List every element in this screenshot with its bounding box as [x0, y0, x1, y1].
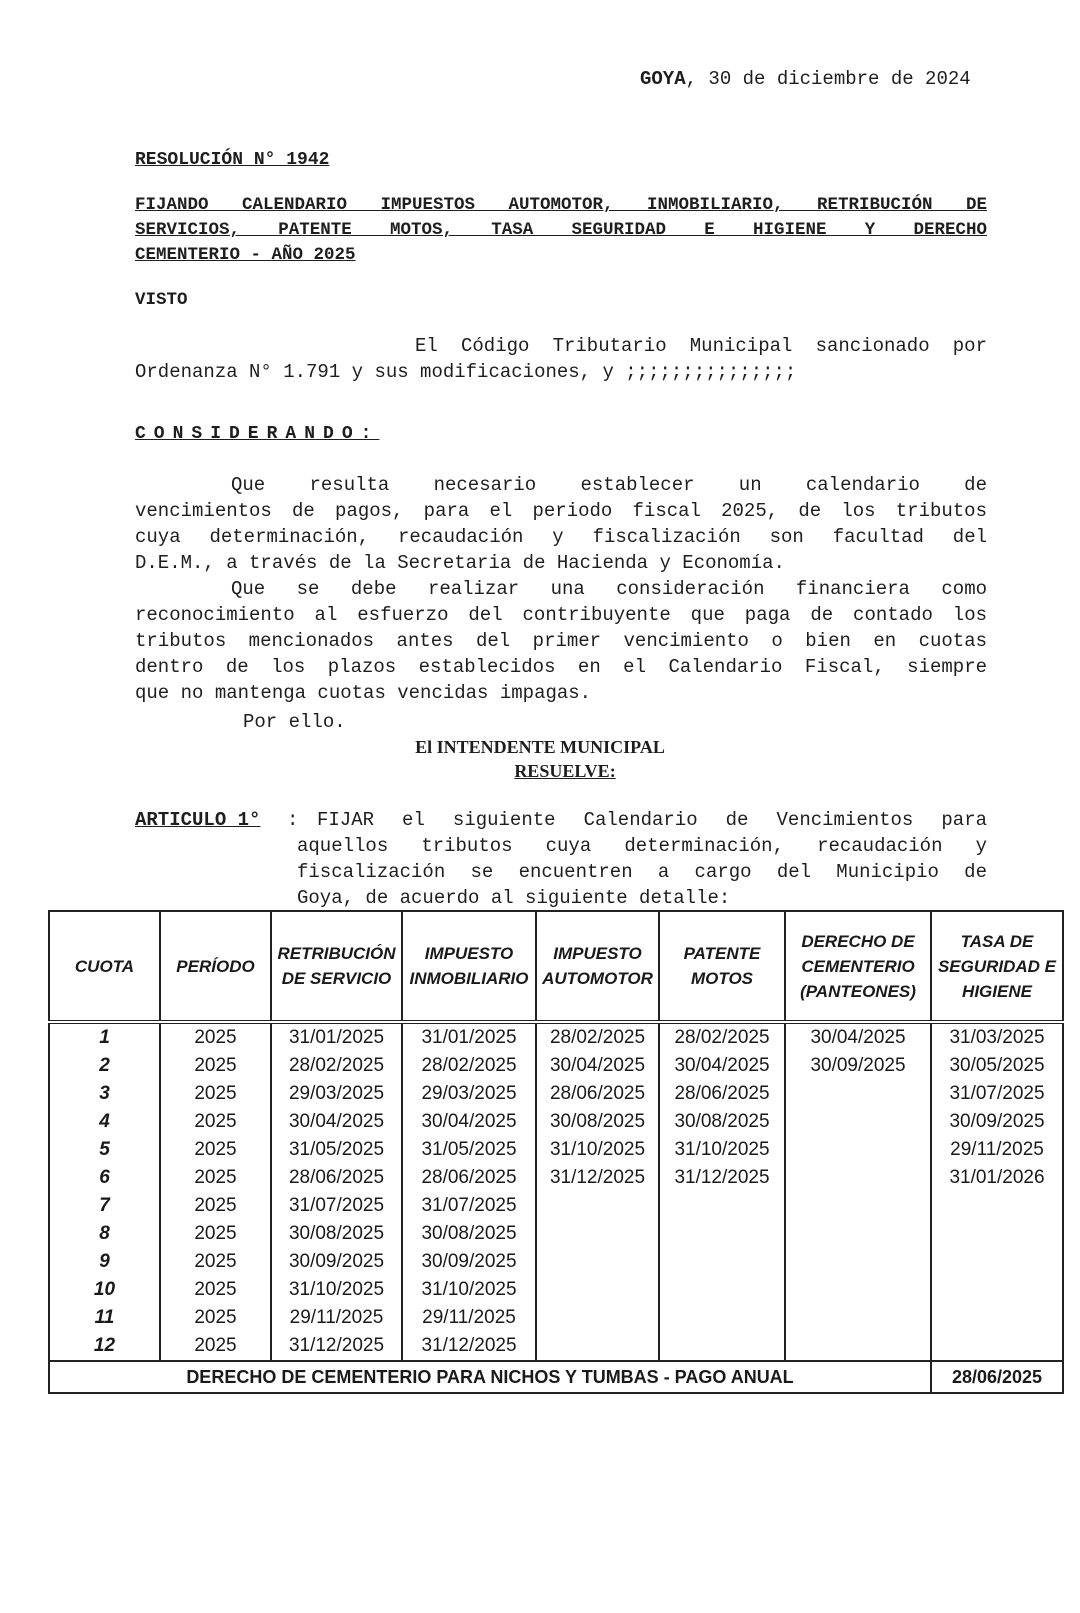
cuota-cell: 11: [49, 1304, 160, 1332]
cementerio-cell: [785, 1164, 931, 1192]
header-patente: PATENTE MOTOS: [659, 911, 785, 1022]
consid-line: vencimientos de pagos, para el periodo fiscal 2025, de los tributos: [135, 500, 987, 522]
seguridad-cell: [931, 1220, 1063, 1248]
retribucion-cell: 30/09/2025: [271, 1248, 402, 1276]
cementerio-cell: [785, 1080, 931, 1108]
periodo-cell: 2025: [160, 1080, 271, 1108]
header-inmobiliario: IMPUESTO INMOBILIARIO: [402, 911, 536, 1022]
article-1-first-line: [317, 807, 987, 833]
cuota-cell: 10: [49, 1276, 160, 1304]
retribucion-cell: 31/01/2025: [271, 1022, 402, 1052]
header-automotor: IMPUESTO AUTOMOTOR: [536, 911, 659, 1022]
periodo-cell: 2025: [160, 1248, 271, 1276]
table-row: [49, 1080, 1063, 1108]
patente-cell: [659, 1220, 785, 1248]
seguridad-cell: [931, 1332, 1063, 1361]
subject-line: SERVICIOS, PATENTE MOTOS, TASA SEGURIDAD E HIGIENE Y DERECHO: [135, 220, 987, 240]
seguridad-cell: 29/11/2025: [931, 1136, 1063, 1164]
patente-cell: 28/06/2025: [659, 1080, 785, 1108]
header-cuota: CUOTA: [49, 911, 160, 1022]
cementerio-cell: [785, 1108, 931, 1136]
table-row: [49, 1332, 1063, 1361]
resolve-heading: [0, 735, 1080, 783]
table-row: [49, 1136, 1063, 1164]
seguridad-cell: [931, 1304, 1063, 1332]
visto-heading: VISTO: [135, 290, 188, 310]
inmobiliario-cell: 28/02/2025: [402, 1052, 536, 1080]
automotor-cell: [536, 1192, 659, 1220]
footer-label: DERECHO DE CEMENTERIO PARA NICHOS Y TUMBAS - PAGO ANUAL: [49, 1361, 931, 1393]
subject-line: FIJANDO CALENDARIO IMPUESTOS AUTOMOTOR, INMOBILIARIO, RETRIBUCIÓN DE: [135, 195, 987, 215]
inmobiliario-cell: 31/10/2025: [402, 1276, 536, 1304]
automotor-cell: [536, 1332, 659, 1361]
cementerio-cell: [785, 1332, 931, 1361]
inmobiliario-cell: 31/05/2025: [402, 1136, 536, 1164]
article-line: Goya, de acuerdo al siguiente detalle:: [297, 887, 731, 909]
calendar-table: [48, 910, 1064, 1394]
article-line: FIJAR el siguiente Calendario de Vencimientos para: [317, 809, 987, 831]
intendente-line: El INTENDENTE MUNICIPAL: [415, 737, 665, 757]
cuota-cell: 8: [49, 1220, 160, 1248]
cementerio-cell: [785, 1248, 931, 1276]
header-cementerio: DERECHO DE CEMENTERIO (PANTEONES): [785, 911, 931, 1022]
consid-line: reconocimiento al esfuerzo del contribuyente que paga de contado los: [135, 604, 987, 626]
patente-cell: [659, 1248, 785, 1276]
cuota-cell: 2: [49, 1052, 160, 1080]
footer-value: 28/06/2025: [931, 1361, 1063, 1393]
inmobiliario-cell: 30/08/2025: [402, 1220, 536, 1248]
visto-paragraph: [135, 333, 987, 385]
cementerio-cell: [785, 1136, 931, 1164]
article-1-body: [297, 833, 987, 911]
automotor-cell: [536, 1276, 659, 1304]
cuota-cell: 9: [49, 1248, 160, 1276]
cementerio-cell: [785, 1220, 931, 1248]
retribucion-cell: 28/02/2025: [271, 1052, 402, 1080]
consid-line: Que se debe realizar una consideración financiera como: [231, 578, 987, 600]
seguridad-cell: 31/03/2025: [931, 1022, 1063, 1052]
retribucion-cell: 29/03/2025: [271, 1080, 402, 1108]
header-retribucion: RETRIBUCIÓN DE SERVICIO: [271, 911, 402, 1022]
consid-line: Que resulta necesario establecer un calendario de: [231, 474, 987, 496]
article-line: fiscalización se encuentren a cargo del Municipio de: [297, 861, 987, 883]
seguridad-cell: 31/01/2026: [931, 1164, 1063, 1192]
retribucion-cell: 31/05/2025: [271, 1136, 402, 1164]
automotor-cell: 31/12/2025: [536, 1164, 659, 1192]
seguridad-cell: [931, 1248, 1063, 1276]
seguridad-cell: 30/09/2025: [931, 1108, 1063, 1136]
table-row: [49, 1052, 1063, 1080]
periodo-cell: 2025: [160, 1332, 271, 1361]
cementerio-cell: [785, 1276, 931, 1304]
automotor-cell: 28/02/2025: [536, 1022, 659, 1052]
inmobiliario-cell: 31/01/2025: [402, 1022, 536, 1052]
periodo-cell: 2025: [160, 1192, 271, 1220]
inmobiliario-cell: 30/09/2025: [402, 1248, 536, 1276]
cementerio-cell: 30/04/2025: [785, 1022, 931, 1052]
periodo-cell: 2025: [160, 1052, 271, 1080]
periodo-cell: 2025: [160, 1108, 271, 1136]
automotor-cell: 28/06/2025: [536, 1080, 659, 1108]
visto-line: Ordenanza N° 1.791 y sus modificaciones, y ;;;;;;;;;;;;;;;: [135, 361, 797, 383]
seguridad-cell: 31/07/2025: [931, 1080, 1063, 1108]
cementerio-cell: [785, 1304, 931, 1332]
retribucion-cell: 31/07/2025: [271, 1192, 402, 1220]
cuota-cell: 6: [49, 1164, 160, 1192]
inmobiliario-cell: 31/07/2025: [402, 1192, 536, 1220]
table-row: [49, 1022, 1063, 1052]
retribucion-cell: 31/10/2025: [271, 1276, 402, 1304]
cuota-cell: 1: [49, 1022, 160, 1052]
cuota-cell: 3: [49, 1080, 160, 1108]
consid-line: tributos mencionados antes del primer vencimiento o bien en cuotas: [135, 630, 987, 652]
inmobiliario-cell: 31/12/2025: [402, 1332, 536, 1361]
table-row: [49, 1164, 1063, 1192]
table-row: [49, 1220, 1063, 1248]
por-ello: Por ello.: [243, 711, 346, 733]
cuota-cell: 12: [49, 1332, 160, 1361]
table-header-row: [49, 911, 1063, 1022]
patente-cell: [659, 1192, 785, 1220]
cuota-cell: 5: [49, 1136, 160, 1164]
subject-line: CEMENTERIO - AÑO 2025: [135, 245, 356, 265]
header-seguridad: TASA DE SEGURIDAD E HIGIENE: [931, 911, 1063, 1022]
patente-cell: 30/04/2025: [659, 1052, 785, 1080]
periodo-cell: 2025: [160, 1276, 271, 1304]
considerando-paragraphs: [135, 472, 987, 706]
periodo-cell: 2025: [160, 1022, 271, 1052]
retribucion-cell: 30/08/2025: [271, 1220, 402, 1248]
consid-line: cuya determinación, recaudación y fiscalización son facultad del: [135, 526, 987, 548]
header-periodo: PERÍODO: [160, 911, 271, 1022]
patente-cell: [659, 1332, 785, 1361]
periodo-cell: 2025: [160, 1304, 271, 1332]
article-1-colon: :: [287, 809, 299, 831]
resolution-number: RESOLUCIÓN N° 1942: [135, 150, 330, 170]
cementerio-cell: 30/09/2025: [785, 1052, 931, 1080]
automotor-cell: [536, 1248, 659, 1276]
resuelve-line: RESUELVE:: [514, 761, 616, 781]
automotor-cell: 31/10/2025: [536, 1136, 659, 1164]
cuota-cell: 4: [49, 1108, 160, 1136]
patente-cell: 28/02/2025: [659, 1022, 785, 1052]
considerando-heading: CONSIDERANDO:: [135, 424, 380, 444]
table-row: [49, 1304, 1063, 1332]
city-name: GOYA: [640, 68, 686, 90]
article-1-label: ARTICULO 1°: [135, 809, 261, 831]
patente-cell: [659, 1304, 785, 1332]
patente-cell: 31/12/2025: [659, 1164, 785, 1192]
inmobiliario-cell: 30/04/2025: [402, 1108, 536, 1136]
table-footer-row: [49, 1361, 1063, 1393]
table-row: [49, 1108, 1063, 1136]
automotor-cell: [536, 1220, 659, 1248]
date-text: , 30 de diciembre de 2024: [685, 68, 971, 90]
retribucion-cell: 29/11/2025: [271, 1304, 402, 1332]
resolution-subject: [135, 193, 987, 268]
seguridad-cell: [931, 1276, 1063, 1304]
inmobiliario-cell: 28/06/2025: [402, 1164, 536, 1192]
periodo-cell: 2025: [160, 1136, 271, 1164]
document-date: [640, 66, 971, 92]
retribucion-cell: 28/06/2025: [271, 1164, 402, 1192]
consid-line: D.E.M., a través de la Secretaria de Hacienda y Economía.: [135, 552, 785, 574]
patente-cell: 31/10/2025: [659, 1136, 785, 1164]
consid-line: que no mantenga cuotas vencidas impagas.: [135, 682, 592, 704]
visto-line: El Código Tributario Municipal sancionado por: [415, 335, 987, 357]
automotor-cell: 30/08/2025: [536, 1108, 659, 1136]
cementerio-cell: [785, 1192, 931, 1220]
patente-cell: [659, 1276, 785, 1304]
table-row: [49, 1248, 1063, 1276]
automotor-cell: [536, 1304, 659, 1332]
retribucion-cell: 31/12/2025: [271, 1332, 402, 1361]
inmobiliario-cell: 29/03/2025: [402, 1080, 536, 1108]
table-row: [49, 1192, 1063, 1220]
article-line: aquellos tributos cuya determinación, recaudación y: [297, 835, 987, 857]
patente-cell: 30/08/2025: [659, 1108, 785, 1136]
table-row: [49, 1276, 1063, 1304]
inmobiliario-cell: 29/11/2025: [402, 1304, 536, 1332]
seguridad-cell: [931, 1192, 1063, 1220]
seguridad-cell: 30/05/2025: [931, 1052, 1063, 1080]
automotor-cell: 30/04/2025: [536, 1052, 659, 1080]
retribucion-cell: 30/04/2025: [271, 1108, 402, 1136]
periodo-cell: 2025: [160, 1220, 271, 1248]
consid-line: dentro de los plazos establecidos en el Calendario Fiscal, siempre: [135, 656, 987, 678]
cuota-cell: 7: [49, 1192, 160, 1220]
periodo-cell: 2025: [160, 1164, 271, 1192]
